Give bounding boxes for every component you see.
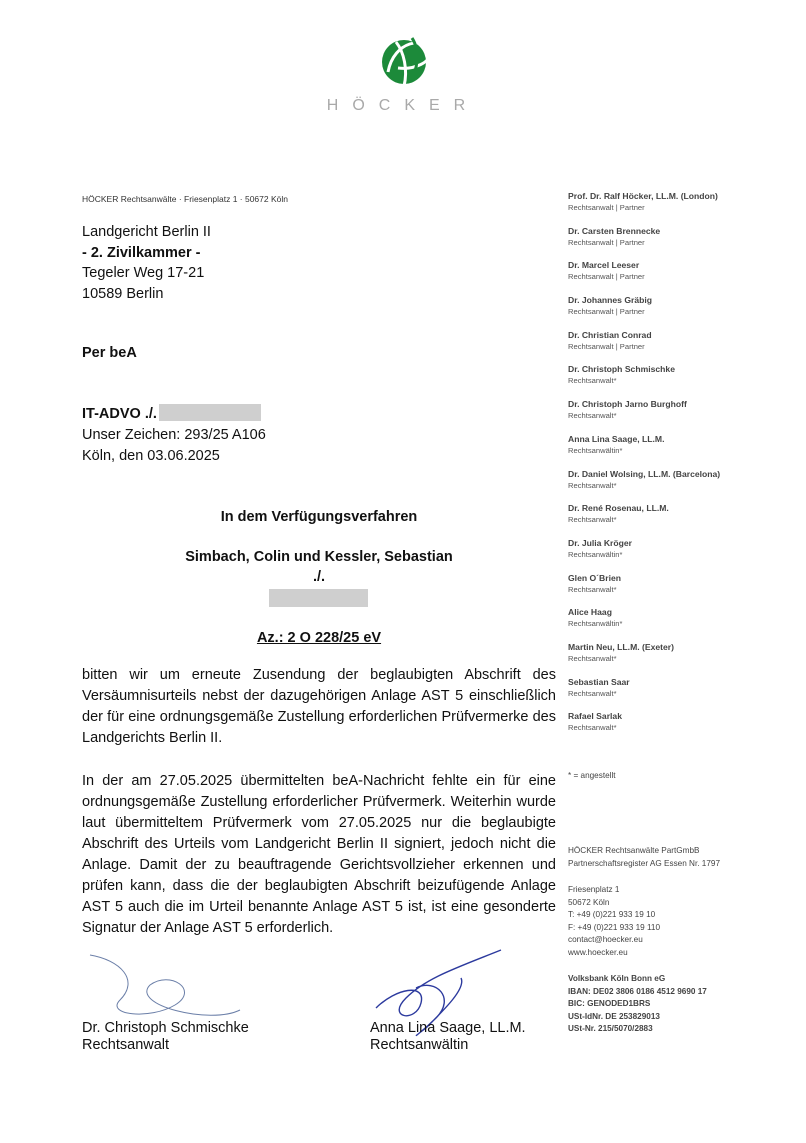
lawyer-entry: Dr. Julia Kröger Rechtsanwältin* xyxy=(568,537,632,559)
delivery-method: Per beA xyxy=(82,345,137,361)
body-paragraph-1: bitten wir um erneute Zusendung der beglaubigten Abschrift des Versäumnisurteils nebst der dazugehörigen Anlage AST 5 einschließlich der für eine ordnungsgemäße Zustellung erforderlichen Prüfvermerke des Landgerichts Berlin II. xyxy=(82,667,556,746)
signature-block-1 xyxy=(82,1020,249,1054)
recipient-street: Tegeler Weg 17-21 xyxy=(82,265,205,281)
lawyer-entry: Sebastian Saar Rechtsanwalt* xyxy=(568,676,630,698)
recipient-address xyxy=(82,222,211,304)
vat-id: USt-IdNr. DE 253829013 xyxy=(568,1011,660,1021)
lawyer-entry: Dr. Carsten Brennecke Rechtsanwalt | Partner xyxy=(568,225,661,247)
firm-tel: T: +49 (0)221 933 19 10 xyxy=(568,910,656,919)
firm-contact xyxy=(568,884,660,959)
firm-city: 50672 Köln xyxy=(568,897,610,907)
brand-name: HÖCKER xyxy=(326,97,480,114)
redacted-opponent xyxy=(269,589,368,607)
body-paragraph-2: In der am 27.05.2025 übermittelten beA-Nachricht fehlte ein für eine ordnungsgemäße Zustellung erforderlicher Prüfvermerk. Weiterhin wurde laut übermitteltem Prüfvermerk vom 27.05.2025 nur die beglaubigte Abschrift des Urteils vom Landgericht Berlin II signiert, jedoch nicht die Anlage. Damit der zu beauftragende Gerichtsvollzieher erkennen und prüfen kann, dass die der beglaubigten Abschrift beizufügende Anlage AST 5 auch die im Urteil benannte Anlage AST 5 ist, ist eine gesonderte Signatur der Anlage AST 5 erforderlich. xyxy=(82,773,556,936)
lawyer-list xyxy=(568,191,778,746)
signer-title-2: Rechtsanwältin xyxy=(370,1037,469,1053)
lawyer-entry: Martin Neu, LL.M. (Exeter) Rechtsanwalt* xyxy=(568,641,674,663)
lawyer-entry: Anna Lina Saage, LL.M. Rechtsanwältin* xyxy=(568,433,665,455)
recipient-court: Landgericht Berlin II xyxy=(82,224,211,240)
lawyer-entry: Prof. Dr. Ralf Höcker, LL.M. (London) Rechtsanwalt | Partner xyxy=(568,191,718,212)
lawyer-entry: Dr. René Rosenau, LL.M. Rechtsanwalt* xyxy=(568,503,669,525)
firm-web[interactable]: www.hoecker.eu xyxy=(568,947,628,957)
sender-line: HÖCKER Rechtsanwälte · Friesenplatz 1 · 50672 Köln xyxy=(82,194,288,204)
bank-iban: IBAN: DE02 3806 0186 4512 9690 17 xyxy=(568,986,707,996)
firm-email[interactable]: contact@hoecker.eu xyxy=(568,935,643,944)
lawyer-entry: Dr. Christian Conrad Rechtsanwalt | Partner xyxy=(568,329,652,351)
firm-info xyxy=(568,845,720,870)
firm-street: Friesenplatz 1 xyxy=(568,885,620,894)
lawyer-entry: Dr. Christoph Jarno Burghoff Rechtsanwalt* xyxy=(568,399,687,421)
lawyer-entry: Dr. Johannes Gräbig Rechtsanwalt | Partner xyxy=(568,295,653,317)
signer-name-2: Anna Lina Saage, LL.M. xyxy=(370,1020,526,1036)
firm-bank xyxy=(568,973,707,1036)
signer-name-1: Dr. Christoph Schmischke xyxy=(82,1020,249,1036)
lawyer-entry: Glen O´Brien Rechtsanwalt* xyxy=(568,572,622,594)
signature-schmischke-icon xyxy=(80,950,250,1030)
lawyer-entry: Dr. Christoph Schmischke Rechtsanwalt* xyxy=(568,364,675,386)
file-number: Az.: 2 O 228/25 eV xyxy=(256,630,382,646)
recipient-city: 10589 Berlin xyxy=(82,285,164,302)
firm-fax: F: +49 (0)221 933 19 110 xyxy=(568,922,661,932)
signer-title-1: Rechtsanwalt xyxy=(82,1037,170,1053)
matter-versus: ./. xyxy=(312,569,326,585)
lawyer-entry: Dr. Daniel Wolsing, LL.M. (Barcelona) Rechtsanwalt* xyxy=(568,468,721,490)
bank-name: Volksbank Köln Bonn eG xyxy=(568,974,666,983)
footnote: * = angestellt xyxy=(568,771,616,780)
lawyer-entry: Rafael Sarlak Rechtsanwalt* xyxy=(568,711,622,733)
reference-block xyxy=(82,404,266,467)
matter-parties: Simbach, Colin und Kessler, Sebastian xyxy=(185,549,453,565)
case-reference: IT-ADVO ./. xyxy=(82,406,157,422)
lawyer-entry: Alice Haag Rechtsanwältin* xyxy=(568,607,623,629)
place-date: Köln, den 03.06.2025 xyxy=(82,448,220,464)
signature-block-2 xyxy=(370,1020,526,1054)
our-reference: Unser Zeichen: 293/25 A106 xyxy=(82,427,266,443)
redacted-party xyxy=(159,404,261,421)
bank-bic: BIC: GENODED1BRS xyxy=(568,999,651,1008)
matter-heading: In dem Verfügungsverfahren xyxy=(220,509,418,525)
recipient-chamber: - 2. Zivilkammer - xyxy=(82,244,201,261)
firm-name: HÖCKER Rechtsanwälte PartGmbB xyxy=(568,846,700,855)
lawyer-entry: Dr. Marcel Leeser Rechtsanwalt | Partner xyxy=(568,260,645,282)
hoecker-logo-icon xyxy=(374,30,438,90)
firm-register: Partnerschaftsregister AG Essen Nr. 1797 xyxy=(568,858,720,868)
tax-number: USt-Nr. 215/5070/2883 xyxy=(568,1024,653,1033)
